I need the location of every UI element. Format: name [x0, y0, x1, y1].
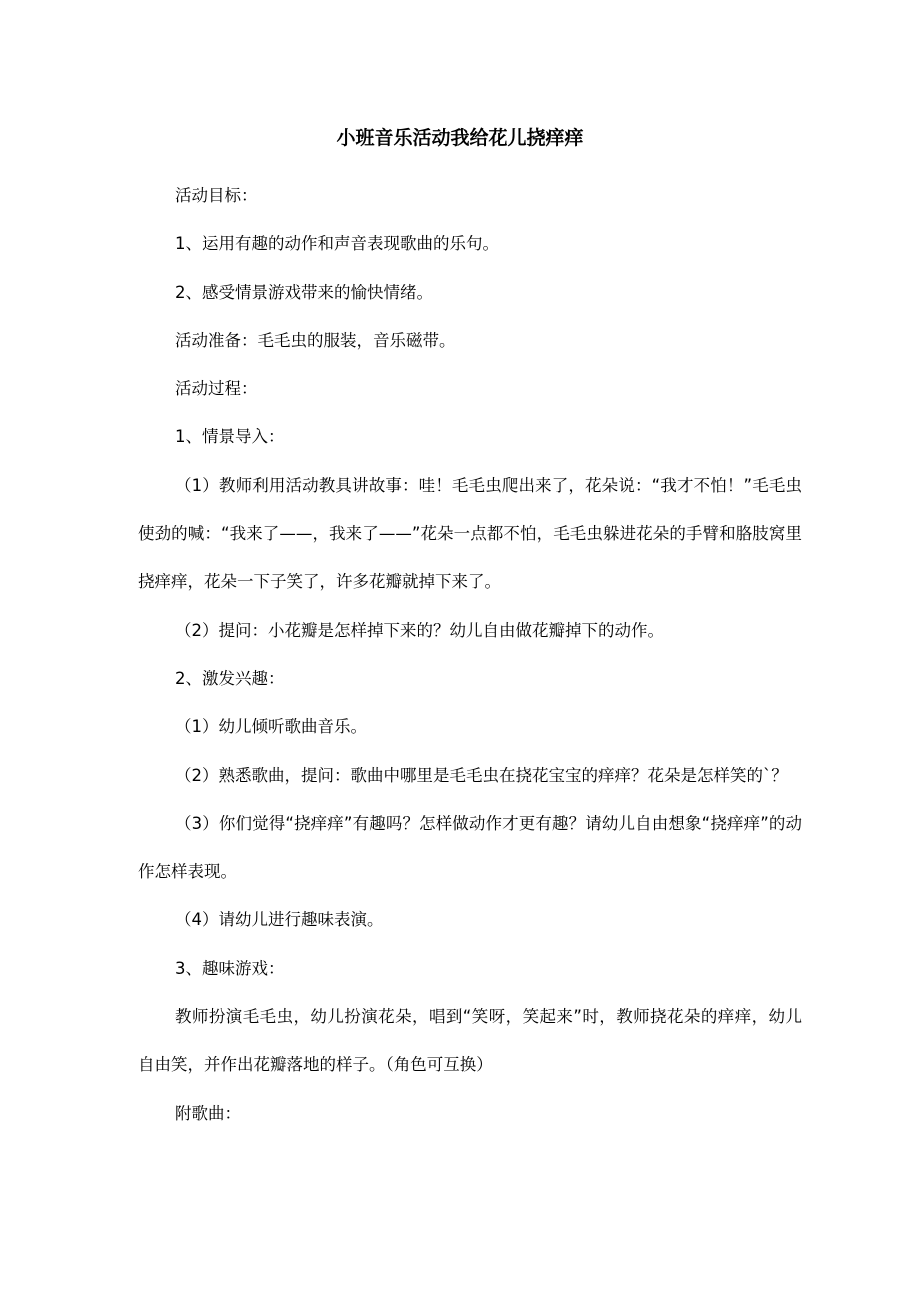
document-title: 小班音乐活动我给花儿挠痒痒	[336, 127, 584, 149]
paragraph-step-1-heading: 1、情景导入：	[175, 427, 285, 447]
paragraph-objective-2: 2、感受情景游戏带来的愉快情绪。	[175, 282, 433, 302]
paragraph-song-heading: 附歌曲：	[175, 1103, 241, 1123]
paragraph-step-1-question: （2）提问：小花瓣是怎样掉下来的？幼儿自由做花瓣掉下的动作。	[175, 620, 664, 640]
paragraph-step-2-item-3: （3）你们觉得“挠痒痒”有趣吗？怎样做动作才更有趣？请幼儿自由想象“挠痒痒”的动作怎样表现。	[138, 813, 802, 882]
paragraph-step-2-item-1: （1）幼儿倾听歌曲音乐。	[175, 717, 367, 737]
paragraph-process-heading: 活动过程：	[175, 379, 258, 399]
paragraph-objectives-heading: 活动目标：	[175, 186, 258, 205]
paragraph-objective-1: 1、运用有趣的动作和声音表现歌曲的乐句。	[175, 234, 499, 254]
paragraph-step-3-game: 教师扮演毛毛虫，幼儿扮演花朵，唱到“笑呀，笑起来”时，教师挠花朵的痒痒，幼儿自由笑，并作出花瓣落地的样子。（角色可互换）	[138, 1007, 802, 1075]
paragraph-step-2-item-4: （4）请幼儿进行趣味表演。	[175, 910, 384, 930]
paragraph-step-1-story: （1）教师利用活动教具讲故事：哇！毛毛虫爬出来了，花朵说：“我才不怕！”毛毛虫使劲的喊：“我来了——，我来了——”花朵一点都不怕，毛毛虫躲进花朵的手臂和胳肢窝里挠痒痒，花朵一下子笑了，许多花瓣就掉下来了。	[138, 475, 802, 592]
document-body	[138, 172, 802, 1138]
paragraph-step-3-heading: 3、趣味游戏：	[175, 958, 285, 978]
paragraph-step-2-item-2: （2）熟悉歌曲，提问：歌曲中哪里是毛毛虫在挠花宝宝的痒痒？花朵是怎样笑的`？	[175, 765, 788, 785]
paragraph-step-2-heading: 2、激发兴趣：	[175, 668, 285, 688]
paragraph-preparation: 活动准备：毛毛虫的服装，音乐磁带。	[175, 330, 456, 350]
